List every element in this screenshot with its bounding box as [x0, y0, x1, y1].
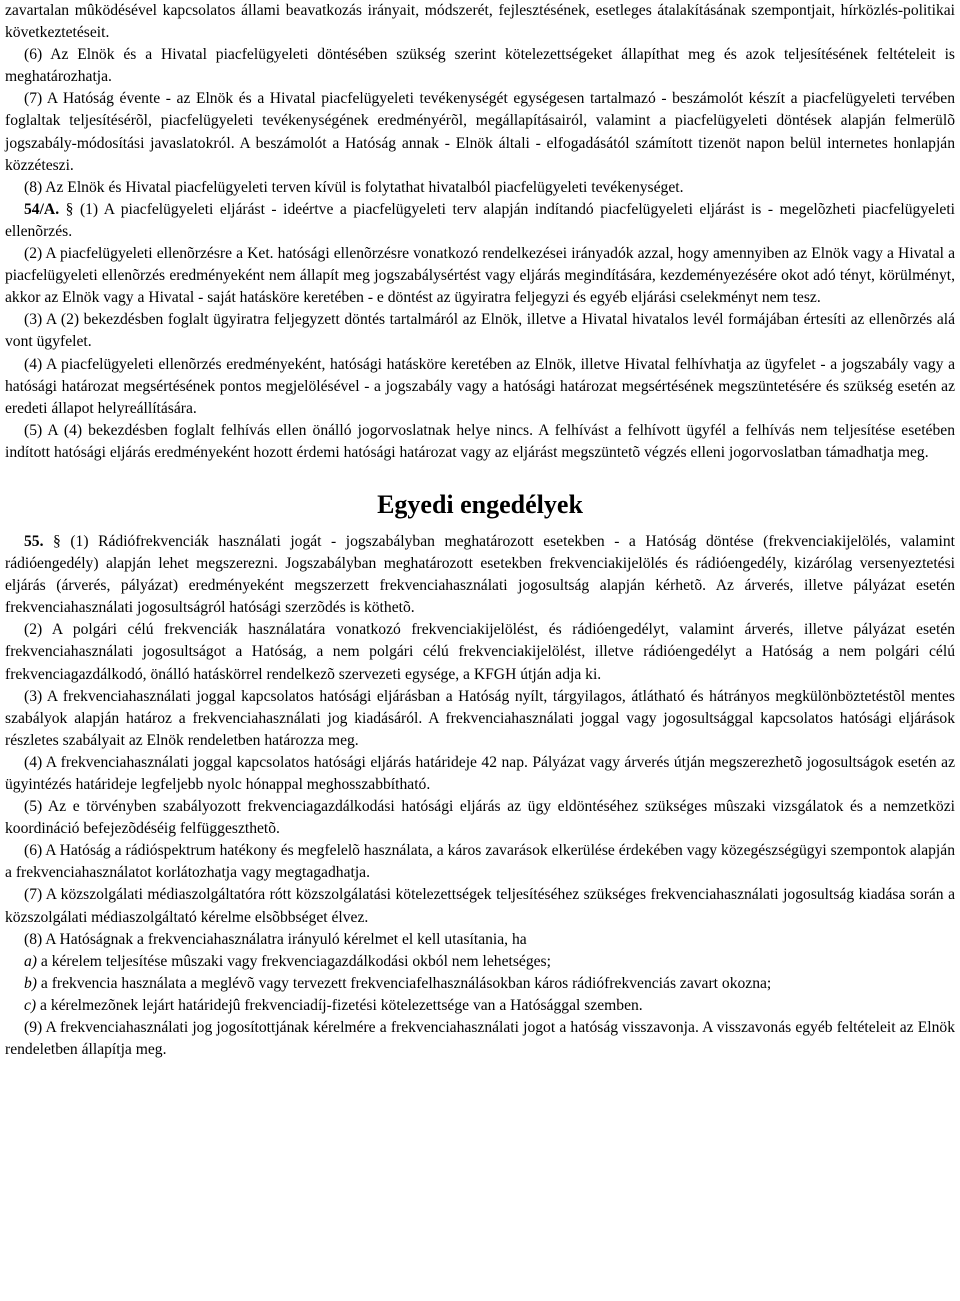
section-55-text-1: § (1) Rádiófrekvenciák használati jogát - jogszabályban meghatározott esetekben - a Hatóság döntése (frekvenciakijelölés, valamint rádióengedély) alapján lehet megszerezni. Jogszabályban meghatározott esetekben frekvenciakijelölés és rádióengedély, kizárólag versenyeztetési eljárás (árverés, pályázat) eredményeként megszerzett frekvenciahasználati jogosultság alapján kérhetõ. Az árverés, illetve pályázat esetén frekvenciahasználati jogosultságról hatósági szerzõdés is köthetõ.: [5, 532, 955, 617]
section-55-paragraph-5: (5) Az e törvényben szabályozott frekvenciagazdálkodási hatósági eljárás az ügy eldöntéséhez szükséges mûszaki vizsgálatok és a nemzetközi koordináció befejezõdéséig felfüggeszthetõ.: [5, 798, 955, 838]
section-54a-text-1: § (1) A piacfelügyeleti eljárást - ideértve a piacfelügyeleti terv alapján indítandó piacfelügyeleti eljárást is - megelõzheti piacfelügyeleti ellenõrzés.: [5, 200, 955, 240]
list-item-c: [5, 995, 955, 1017]
section-54a-paragraph-2: (2) A piacfelügyeleti ellenõrzésre a Ket. hatósági ellenõrzésre vonatkozó rendelkezései irányadók azzal, hogy amennyiben az Elnök vagy a Hivatal a piacfelügyeleti ellenõrzés eredményeként nem állapít meg jogszabálysértést vagy eljárás megindítására, kezdeményezésére okot adó tényt, körülményt, akkor az Elnök vagy a Hivatal - saját hatásköre keretében - e döntést az ügyiratra feljegyzi és egyéb eljárási cselekményt nem tesz.: [5, 245, 955, 307]
section-55-paragraph-1: [5, 531, 955, 619]
list-label-c: c): [24, 996, 37, 1014]
section-55-paragraph-2: (2) A polgári célú frekvenciák használatára vonatkozó frekvenciakijelölést, és rádióengedélyt, valamint árverés, illetve pályázat esetén frekvenciahasználati jogosultságot a Hatóság, a nem polgári célú frekvenciakijelölést, illetve rádióengedélyt a Hatóság a nem polgári célú frekvenciagazdálkodó, önálló hatáskörrel rendelkezõ szervezeti egysége, a KFGH útján adja ki.: [5, 621, 955, 683]
list-label-b: b): [24, 974, 37, 992]
list-item-a: [5, 951, 955, 973]
section-55-paragraph-8: (8) A Hatóságnak a frekvenciahasználatra irányuló kérelmet el kell utasítania, ha: [24, 930, 527, 948]
section-heading: Egyedi engedélyek: [377, 489, 583, 519]
paragraph-54-8: (8) Az Elnök és Hivatal piacfelügyeleti terven kívül is folytathat hivatalból piacfelügyeleti tevékenységet.: [24, 178, 684, 196]
section-55-paragraph-9: (9) A frekvenciahasználati jog jogosítottjának kérelmére a frekvenciahasználati jogot a hatóság visszavonja. A visszavonás egyéb feltételeit az Elnök rendeletben állapítja meg.: [5, 1019, 955, 1059]
paragraph-54-6: (6) Az Elnök és a Hivatal piacfelügyeleti döntésében szükség szerint kötelezettségeket állapíthat meg és azok teljesítésének feltételeit is meghatározhatja.: [5, 46, 955, 86]
list-label-a: a): [24, 952, 37, 970]
list-text-c: a kérelmezõnek lejárt határidejû frekvenciadíj-fizetési kötelezettsége van a Hatósággal szemben.: [36, 996, 643, 1014]
section-54a-paragraph-1: [5, 199, 955, 243]
section-54a-paragraph-5: (5) A (4) bekezdésben foglalt felhívás ellen önálló jogorvoslatnak helye nincs. A felhívást a felhívott ügyfél a felhívás nem teljesítése esetében indított hatósági eljárás eredményeként hozott érdemi hatósági határozat vagy az eljárást megszüntetõ végzés elleni jogorvoslatban támadhatja meg.: [5, 421, 955, 461]
paragraph-54-7: (7) A Hatóság évente - az Elnök és a Hivatal piacfelügyeleti tevékenységét egységesen tartalmazó - beszámolót készít a piacfelügyeleti tervében foglaltak teljesítésérõl, piacfelügyeleti tevékenységének eredményérõl, megállapításairól, valamint a piacfelügyeleti döntések alapján felmerülõ jogszabály-módosítási javaslatokról. A beszámolót a Hatóság annak - Elnök általi - elfogadásától számított tizenöt napon belül internetes honlapján közzéteszi.: [5, 90, 955, 174]
section-55-paragraph-6: (6) A Hatóság a rádióspektrum hatékony és megfelelõ használata, a káros zavarások elkerülése érdekében vagy közegészségügyi szempontok alapján a frekvenciahasználatot korlátozhatja vagy megtagadhatja.: [5, 842, 955, 882]
paragraph-continuation: zavartalan mûködésével kapcsolatos állami beavatkozás irányait, módszerét, fejlesztésének, esetleges átalakításának szempontjait, hírközlés-politikai következtetéseit.: [5, 2, 955, 42]
section-54a-paragraph-4: (4) A piacfelügyeleti ellenõrzés eredményeként, hatósági hatásköre keretében az Elnök, illetve Hivatal felhívhatja az ügyfelet - a jogszabály vagy a hatósági határozat megsértésének pontos megjelölésével - a jogszabály vagy a hatósági határozat megsértésének megszüntetésére és szükség esetén az eredeti állapot helyreállítására.: [5, 355, 955, 417]
list-item-b: [5, 973, 955, 995]
section-number: 55.: [24, 532, 44, 550]
section-55-paragraph-3: (3) A frekvenciahasználati joggal kapcsolatos hatósági eljárásban a Hatóság nyílt, tárgyilagos, átlátható és hátrányos megkülönböztetéstõl mentes szabályok alapján határoz a frekvenciahasználati jog kiadásáról. A frekvenciahasználati joggal vagy jogosultsággal kapcsolatos hatósági eljárások részletes szabályait az Elnök rendeletben határozza meg.: [5, 687, 955, 749]
section-number: 54/A.: [24, 200, 60, 218]
section-55-paragraph-7: (7) A közszolgálati médiaszolgáltatóra rótt közszolgálatási kötelezettségek teljesítéséhez szükséges frekvenciahasználati jogosultság kiadása során a közszolgálati médiaszolgáltató kérelme elsõbbséget élvez.: [5, 886, 955, 926]
list-text-b: a frekvencia használata a meglévõ vagy tervezett frekvenciafelhasználásokban káros rádiófrekvenciás zavart okozna;: [37, 974, 772, 992]
section-54a-paragraph-3: (3) A (2) bekezdésben foglalt ügyiratra feljegyzett döntés tartalmáról az Elnök, illetve a Hivatal hivatalos levél formájában értesíti az ellenõrzés alá vont ügyfelet.: [5, 311, 955, 351]
list-text-a: a kérelem teljesítése mûszaki vagy frekvenciagazdálkodási okból nem lehetséges;: [37, 952, 551, 970]
section-55-paragraph-4: (4) A frekvenciahasználati joggal kapcsolatos hatósági eljárás határideje 42 nap. Pályázat vagy árverés útján megszerezhetõ jogosultságok esetén az ügyintézés határideje legfeljebb nyolc hónappal meghosszabbítható.: [5, 753, 955, 793]
